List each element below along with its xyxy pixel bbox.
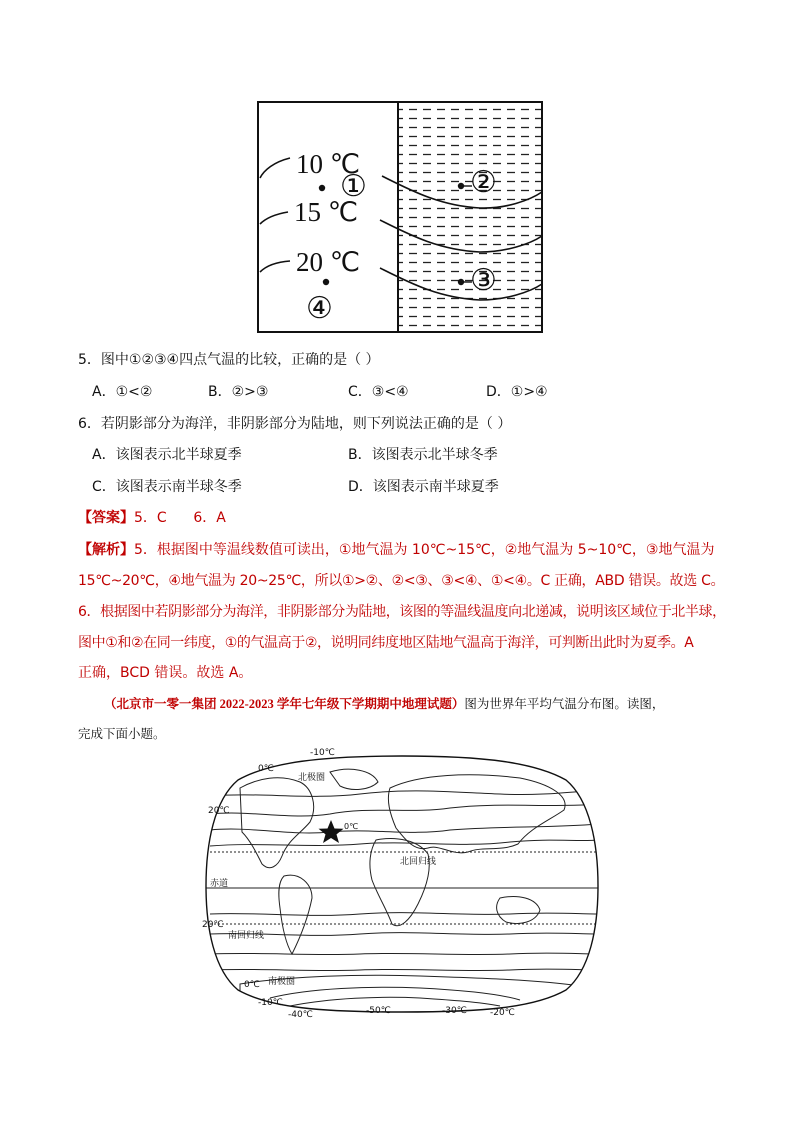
intro-line-1 bbox=[104, 694, 664, 714]
isotherm-s1 bbox=[210, 913, 598, 916]
point-2-dot bbox=[458, 183, 464, 189]
intro-text-a: 图为世界年平均气温分布图。读图， bbox=[464, 696, 665, 711]
q6-option-b: B．该图表示北半球冬季 bbox=[348, 447, 498, 463]
isotherm-diagram bbox=[240, 96, 560, 342]
q6-option-a: A．该图表示北半球夏季 bbox=[92, 447, 242, 463]
australia-outline bbox=[497, 897, 540, 924]
map-label-m10-south: -10℃ bbox=[258, 998, 283, 1008]
q5-option-d: D．①>④ bbox=[486, 384, 548, 400]
analysis-line-1 bbox=[78, 540, 714, 560]
q6-option-c: C．该图表示南半球冬季 bbox=[92, 479, 242, 495]
point-3-dot bbox=[458, 279, 464, 285]
star-marker-icon bbox=[319, 820, 344, 843]
isotherm-s2 bbox=[210, 933, 598, 936]
answer-tag: 【答案】 bbox=[78, 510, 134, 526]
isotherm-n2 bbox=[210, 804, 598, 816]
analysis-line-2: 15℃~20℃，④地气温为 20~25℃，所以①>②、②<③、③<④、①<④。C 正确，ABD 错误。故选 C。 bbox=[78, 573, 725, 589]
greenland-outline bbox=[330, 769, 378, 789]
q5-option-b: B．②>③ bbox=[208, 384, 269, 400]
map-label-0-north: 0℃ bbox=[258, 764, 274, 774]
isotherm-diagram-svg bbox=[240, 96, 560, 342]
map-label-antarctic-circle: 南极圈 bbox=[268, 977, 296, 987]
world-map-svg bbox=[200, 748, 604, 1022]
map-label-20-south: 20℃ bbox=[202, 920, 224, 930]
isotherm-20-label: 20 ℃ bbox=[296, 247, 361, 277]
point-2-label: ② bbox=[470, 165, 497, 200]
q5-stem: 5．图中①②③④四点气温的比较，正确的是（ ） bbox=[78, 352, 380, 368]
map-label-m10-top: -10℃ bbox=[310, 748, 335, 758]
map-label-m30: -30℃ bbox=[442, 1006, 467, 1016]
answer-text: 5．C 6．A bbox=[134, 510, 226, 526]
isotherm-n1 bbox=[210, 790, 598, 796]
isotherm-s3 bbox=[210, 953, 598, 954]
isotherm-n4 bbox=[210, 840, 598, 846]
q6-option-d: D．该图表示南半球夏季 bbox=[348, 479, 499, 495]
point-3-label: ③ bbox=[470, 263, 497, 298]
isotherm-ant-1 bbox=[270, 987, 520, 1000]
world-temperature-map bbox=[200, 748, 604, 1022]
analysis-tag: 【解析】 bbox=[78, 542, 134, 558]
map-label-20-north: 20℃ bbox=[208, 806, 230, 816]
point-1-label: ① bbox=[340, 169, 367, 204]
isotherm-ant-2 bbox=[290, 997, 500, 1006]
isotherm-15-label: 15 ℃ bbox=[294, 197, 359, 227]
analysis-text-1b: ①地气温为 10℃~15℃，②地气温为 5~10℃，③地气温为 bbox=[338, 542, 715, 558]
map-label-tropic-capricorn: 南回归线 bbox=[228, 931, 265, 941]
isotherm-10-label: 10 ℃ bbox=[296, 149, 361, 179]
q5-option-a: A．①<② bbox=[92, 384, 153, 400]
map-label-tropic-cancer: 北回归线 bbox=[400, 857, 437, 867]
q5-option-c: C．③<④ bbox=[348, 384, 409, 400]
point-4-dot bbox=[323, 279, 329, 285]
eurasia-outline bbox=[388, 775, 565, 853]
intro-line-2: 完成下面小题。 bbox=[78, 726, 166, 741]
answer-line bbox=[78, 508, 226, 528]
map-label-0-south: 0℃ bbox=[244, 980, 260, 990]
analysis-text-1a: 5．根据图中等温线数值可读出， bbox=[134, 542, 339, 558]
map-label-m40: -40℃ bbox=[288, 1010, 313, 1020]
map-label-equator: 赤道 bbox=[210, 879, 229, 889]
question-source: （北京市一零一集团 2022-2023 学年七年级下学期期中地理试题） bbox=[104, 697, 465, 711]
north-america-outline bbox=[240, 778, 314, 868]
point-4-label: ④ bbox=[306, 291, 333, 326]
isotherm-s4 bbox=[210, 969, 598, 970]
q6-stem: 6．若阴影部分为海洋，非阴影部分为陆地，则下列说法正确的是（ ） bbox=[78, 416, 512, 432]
map-label-0-star: 0℃ bbox=[344, 822, 359, 831]
map-label-arctic-circle: 北极圈 bbox=[298, 773, 326, 783]
map-label-m50: -50℃ bbox=[366, 1006, 391, 1016]
map-label-m20: -20℃ bbox=[490, 1008, 515, 1018]
analysis-line-3: 6．根据图中若阴影部分为海洋，非阴影部分为陆地，该图的等温线温度向北递减，说明该区域位于北半球， bbox=[78, 604, 726, 620]
analysis-line-4: 图中①和②在同一纬度，①的气温高于②，说明同纬度地区陆地气温高于海洋，可判断出此时为夏季。A bbox=[78, 635, 694, 651]
analysis-line-5: 正确，BCD 错误。故选 A。 bbox=[78, 665, 253, 681]
point-1-dot bbox=[319, 185, 325, 191]
